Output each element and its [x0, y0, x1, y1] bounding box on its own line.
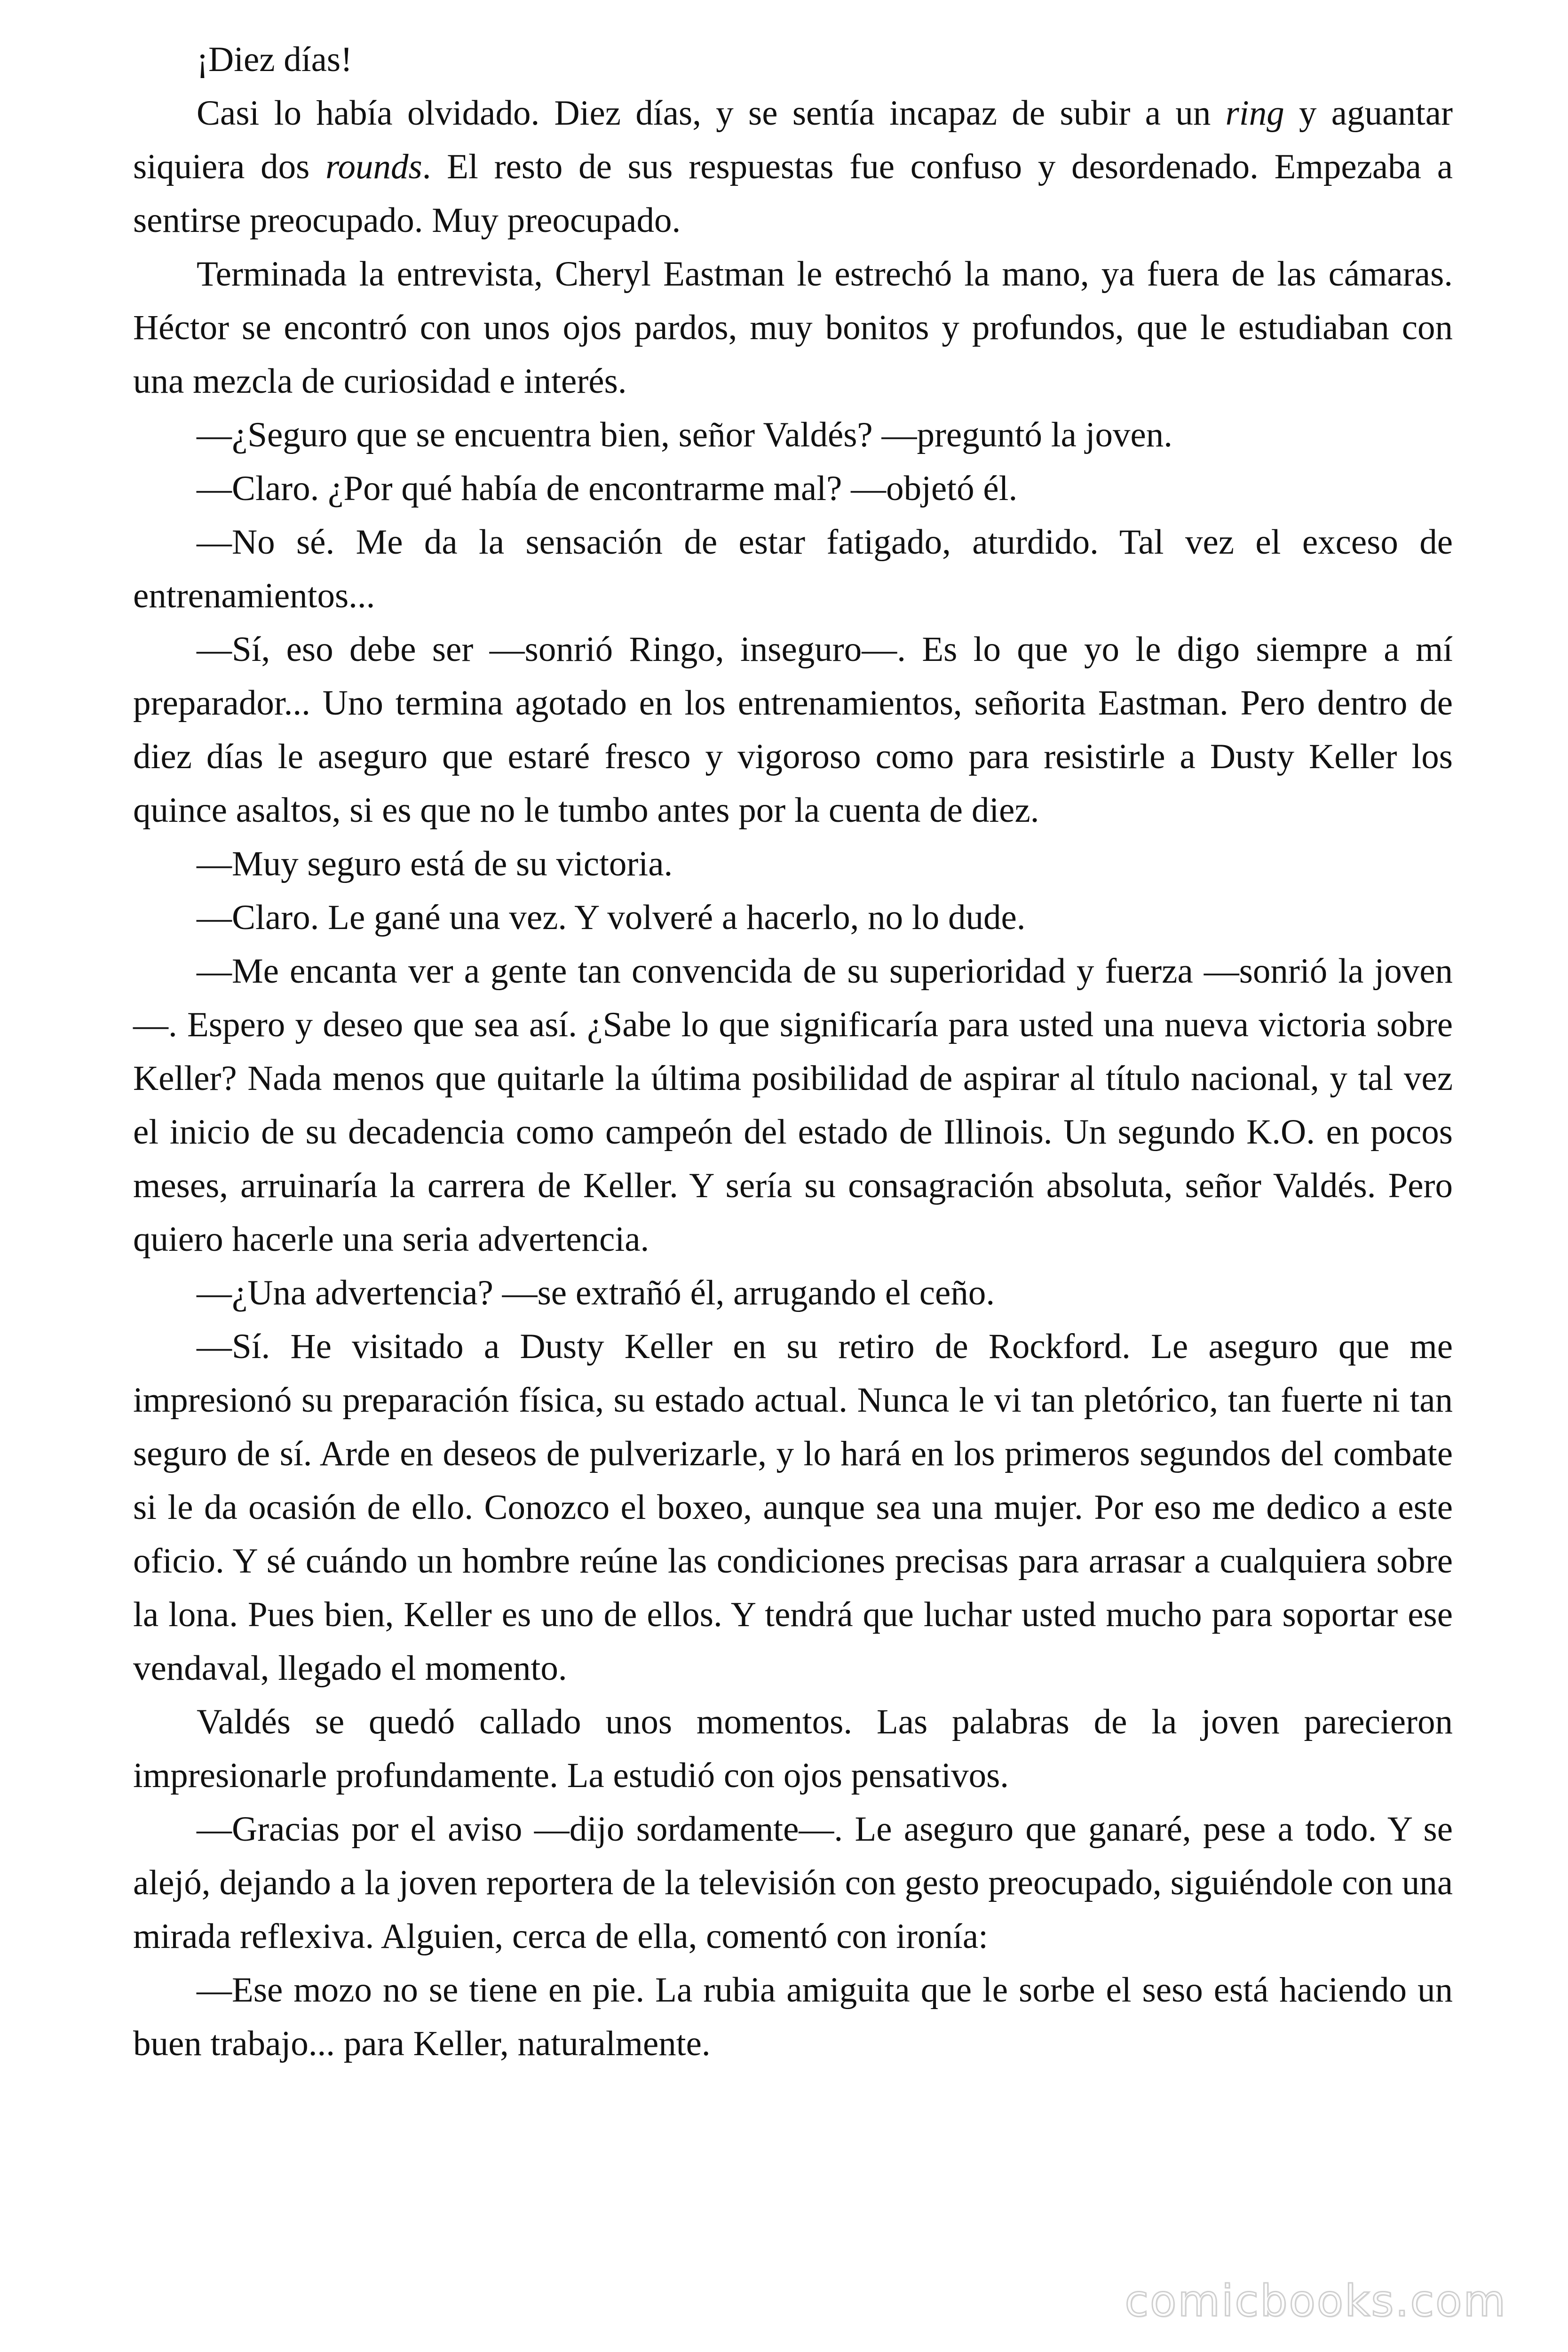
- dialogue-line: —Sí. He visitado a Dusty Keller en su retiro de Rockford. Le aseguro que me impresionó su preparación física, su estado actual. Nunca le vi tan pletórico, tan fuerte ni tan seguro de sí. Arde en deseos de pulverizarle, y lo hará en los primeros segundos del combate si le da ocasión de ello. Conozco el boxeo, aunque sea una mujer. Por eso me dedico a este oficio. Y sé cuándo un hombre reúne las condiciones precisas para arrasar a cualquiera sobre la lona. Pues bien, Keller es uno de ellos. Y tendrá que luchar usted mucho para soportar ese vendaval, llegado el momento.: [133, 1327, 1453, 1688]
- dialogue-line: —Gracias por el aviso —dijo sordamente—. Le aseguro que ganaré, pese a todo. Y se alejó, dejando a la joven reportera de la televisión con gesto preocupado, siguiéndole con una mirada reflexiva. Alguien, cerca de ella, comentó con ironía:: [133, 1810, 1453, 1956]
- italic-term: ring: [1225, 94, 1284, 133]
- paragraph: ¡Diez días!: [197, 40, 353, 79]
- dialogue-line: —No sé. Me da la sensación de estar fatigado, aturdido. Tal vez el exceso de entrenamientos...: [133, 523, 1453, 615]
- dialogue-line: —Claro. ¿Por qué había de encontrarme mal? —objetó él.: [197, 469, 1018, 508]
- paragraph: [133, 87, 1453, 247]
- watermark: comicbooks.com: [1125, 2276, 1507, 2326]
- dialogue-line: —¿Seguro que se encuentra bien, señor Valdés? —preguntó la joven.: [197, 415, 1173, 454]
- dialogue-line: —Ese mozo no se tiene en pie. La rubia amiguita que le sorbe el seso está haciendo un buen trabajo... para Keller, naturalmente.: [133, 1971, 1453, 2063]
- dialogue-line: —Sí, eso debe ser —sonrió Ringo, inseguro—. Es lo que yo le digo siempre a mí preparador... Uno termina agotado en los entrenamientos, señorita Eastman. Pero dentro de diez días le aseguro que estaré fresco y vigoroso como para resistirle a Dusty Keller los quince asaltos, si es que no le tumbo antes por la cuenta de diez.: [133, 630, 1453, 830]
- italic-term: rounds: [325, 147, 422, 186]
- paragraph: Valdés se quedó callado unos momentos. Las palabras de la joven parecieron impresionarle profundamente. La estudió con ojos pensativos.: [133, 1702, 1453, 1795]
- paragraph-text: . El resto de sus respuestas fue confuso y desordenado. Empezaba a sentirse preocupado. Muy preocupado.: [133, 147, 1453, 240]
- page-body: [133, 33, 1453, 2071]
- paragraph: Terminada la entrevista, Cheryl Eastman le estrechó la mano, ya fuera de las cámaras. Héctor se encontró con unos ojos pardos, muy bonitos y profundos, que le estudiaban con una mezcla de curiosidad e interés.: [133, 254, 1453, 401]
- paragraph-text: y aguantar siquiera dos: [133, 94, 1453, 186]
- dialogue-line: —¿Una advertencia? —se extrañó él, arrugando el ceño.: [197, 1273, 995, 1312]
- dialogue-line: —Claro. Le gané una vez. Y volveré a hacerlo, no lo dude.: [197, 898, 1026, 937]
- dialogue-line: —Muy seguro está de su victoria.: [197, 844, 673, 883]
- paragraph-text: Casi lo había olvidado. Diez días, y se sentía incapaz de subir a un: [197, 94, 1226, 133]
- dialogue-line: —Me encanta ver a gente tan convencida de su superioridad y fuerza —sonrió la joven—. Espero y deseo que sea así. ¿Sabe lo que significaría para usted una nueva victoria sobre Keller? Nada menos que quitarle la última posibilidad de aspirar al título nacional, y tal vez el inicio de su decadencia como campeón del estado de Illinois. Un segundo K.O. en pocos meses, arruinaría la carrera de Keller. Y sería su consagración absoluta, señor Valdés. Pero quiero hacerle una seria advertencia.: [133, 952, 1453, 1259]
